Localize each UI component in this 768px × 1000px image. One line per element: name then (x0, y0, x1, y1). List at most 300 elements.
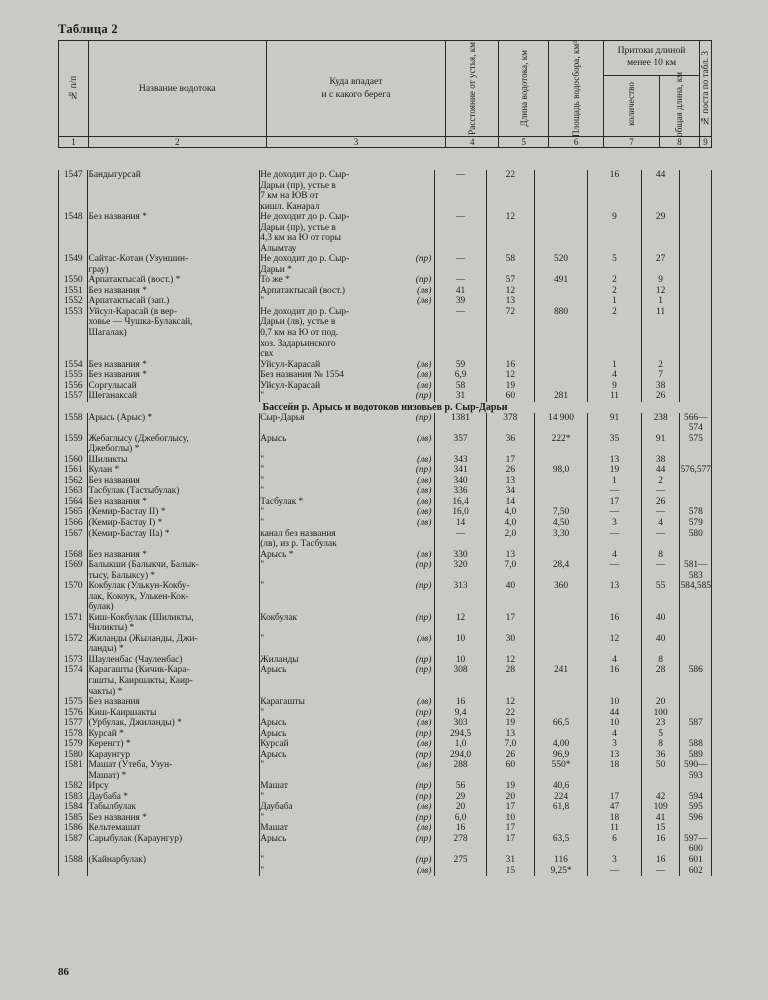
cell-number: 1561 (59, 465, 88, 476)
cell-tributary-length: 100 (641, 708, 680, 719)
cell-name: (Кемир-Бастау IIа) * (88, 529, 260, 550)
cell-number: 1550 (59, 275, 88, 286)
table-row (59, 750, 712, 761)
table-header-row (59, 41, 712, 76)
cell-tributary-count: 18 (588, 760, 642, 781)
cell-tributary-length: 27 (641, 254, 680, 275)
cell-distance: 1,0 (435, 739, 486, 750)
colnum-9: 9 (699, 137, 711, 148)
cell-number: 1551 (59, 286, 88, 297)
cell-tributary-length: 44 (641, 170, 680, 212)
cell-name: Без названия * (88, 360, 260, 371)
cell-post-number (680, 708, 712, 719)
cell-number: 1556 (59, 381, 88, 392)
cell-number (59, 866, 88, 877)
cell-name: (Кемир-Бастау I) * (88, 518, 260, 529)
cell-number: 1583 (59, 792, 88, 803)
cell-name: Без названия * (88, 497, 260, 508)
cell-tributary-count: — (588, 560, 642, 581)
cell-basin-area (534, 212, 587, 254)
cell-tributary-count: — (588, 486, 642, 497)
header-cell-length: Длина водотока, км (499, 41, 549, 137)
table-row (59, 381, 712, 392)
cell-basin-area (534, 476, 587, 487)
cell-mouth: Машат (лв) (260, 823, 435, 834)
cell-mouth: Арпатактысай (вост.) (лв) (260, 286, 435, 297)
colnum-8: 8 (659, 137, 699, 148)
cell-number: 1571 (59, 613, 88, 634)
cell-post-number: 601 (680, 855, 712, 866)
table-row (59, 296, 712, 307)
cell-number: 1575 (59, 697, 88, 708)
header-cell-number: № п/п (59, 41, 89, 137)
table-row (59, 550, 712, 561)
cell-tributary-count: — (588, 866, 642, 877)
header-cell-post-number: № поста по табл. 3 (699, 41, 711, 137)
cell-tributary-length: 44 (641, 465, 680, 476)
cell-basin-area: 61,8 (534, 802, 587, 813)
cell-number: 1563 (59, 486, 88, 497)
cell-basin-area: 281 (534, 391, 587, 402)
cell-tributary-length: — (641, 529, 680, 550)
cell-name: Киш-Кокбулак (Шиликты, Чиликты) * (88, 613, 260, 634)
cell-length: 22 (486, 708, 534, 719)
cell-post-number: 589 (680, 750, 712, 761)
cell-name: Без названия (88, 476, 260, 487)
table-row (59, 476, 712, 487)
cell-post-number (680, 455, 712, 466)
cell-basin-area: 96,9 (534, 750, 587, 761)
colnum-3: 3 (266, 137, 446, 148)
cell-number: 1580 (59, 750, 88, 761)
cell-distance: 6,0 (435, 813, 486, 824)
table-row (59, 212, 712, 254)
cell-mouth: Сыр-Дарья (пр) (260, 413, 435, 434)
cell-distance: — (435, 212, 486, 254)
cell-name: Кулан * (88, 465, 260, 476)
cell-tributary-length: — (641, 486, 680, 497)
cell-tributary-length: 15 (641, 823, 680, 834)
cell-distance: 20 (435, 802, 486, 813)
cell-mouth: Уйсул-Карасай (лв) (260, 360, 435, 371)
cell-length: 17 (486, 834, 534, 855)
cell-length: 26 (486, 750, 534, 761)
table-row (59, 434, 712, 455)
cell-post-number (680, 655, 712, 666)
cell-distance: 31 (435, 391, 486, 402)
cell-tributary-length: 1 (641, 296, 680, 307)
cell-tributary-count: 91 (588, 413, 642, 434)
cell-name: Карагашты (Кичик-Кара- гашты, Каиршакты, Каир- чакты) * (88, 665, 260, 697)
cell-distance: 16 (435, 697, 486, 708)
cell-distance: 6,9 (435, 370, 486, 381)
cell-distance: 16,4 (435, 497, 486, 508)
cell-distance: 56 (435, 781, 486, 792)
cell-name: Бандыгурсай (88, 170, 260, 212)
cell-mouth: " (лв) (260, 866, 435, 877)
cell-basin-area (534, 381, 587, 392)
cell-basin-area: 224 (534, 792, 587, 803)
cell-length: 4,0 (486, 518, 534, 529)
cell-tributary-count: 10 (588, 697, 642, 708)
cell-mouth: " (лв) (260, 486, 435, 497)
cell-mouth: Курсай (лв) (260, 739, 435, 750)
table-row (59, 855, 712, 866)
cell-distance: 303 (435, 718, 486, 729)
cell-number: 1558 (59, 413, 88, 434)
cell-tributary-length: 16 (641, 834, 680, 855)
cell-basin-area: 520 (534, 254, 587, 275)
cell-tributary-count: 1 (588, 360, 642, 371)
cell-distance: 58 (435, 381, 486, 392)
cell-mouth: " (лв) (260, 296, 435, 307)
cell-length: 12 (486, 370, 534, 381)
cell-number: 1548 (59, 212, 88, 254)
table-row (59, 518, 712, 529)
cell-basin-area (534, 370, 587, 381)
cell-name: Балыкши (Балыкчи, Балык- тысу, Балыксу) * (88, 560, 260, 581)
cell-distance: 336 (435, 486, 486, 497)
page-number: 86 (58, 966, 69, 978)
cell-name: Жиланды (Жыланды, Джи- ланды) * (88, 634, 260, 655)
cell-distance: 340 (435, 476, 486, 487)
cell-tributary-count: — (588, 507, 642, 518)
cell-post-number (680, 781, 712, 792)
cell-tributary-length: 23 (641, 718, 680, 729)
cell-distance: — (435, 275, 486, 286)
cell-number: 1577 (59, 718, 88, 729)
cell-tributary-length: 8 (641, 550, 680, 561)
cell-tributary-count: 1 (588, 476, 642, 487)
cell-number: 1585 (59, 813, 88, 824)
cell-post-number (680, 497, 712, 508)
cell-number: 1581 (59, 760, 88, 781)
cell-mouth: " (пр) (260, 465, 435, 476)
cell-tributary-count: 5 (588, 254, 642, 275)
cell-post-number: 586 (680, 665, 712, 697)
cell-name: Кельтемашат (88, 823, 260, 834)
cell-basin-area: 491 (534, 275, 587, 286)
cell-tributary-count: 13 (588, 455, 642, 466)
cell-tributary-length: 40 (641, 613, 680, 634)
cell-number: 1553 (59, 307, 88, 360)
cell-distance: 16 (435, 823, 486, 834)
cell-length: 12 (486, 212, 534, 254)
cell-number: 1567 (59, 529, 88, 550)
table-label: Таблица 2 (58, 22, 118, 36)
table-row (59, 729, 712, 740)
cell-basin-area: 4,50 (534, 518, 587, 529)
table-row (59, 581, 712, 613)
cell-mouth: " (лв) (260, 760, 435, 781)
cell-length: 12 (486, 697, 534, 708)
cell-number: 1560 (59, 455, 88, 466)
cell-distance: 9,4 (435, 708, 486, 719)
cell-basin-area: 116 (534, 855, 587, 866)
cell-tributary-count: 2 (588, 307, 642, 360)
cell-distance: 16,0 (435, 507, 486, 518)
cell-tributary-length: 238 (641, 413, 680, 434)
cell-length: 20 (486, 792, 534, 803)
cell-mouth: " (пр) (260, 708, 435, 719)
cell-tributary-count: 35 (588, 434, 642, 455)
cell-basin-area (534, 360, 587, 371)
cell-mouth: Даубаба (лв) (260, 802, 435, 813)
cell-post-number (680, 476, 712, 487)
cell-length: 12 (486, 655, 534, 666)
column-number-row (59, 137, 712, 148)
cell-mouth: Кокбулак (пр) (260, 613, 435, 634)
cell-length: 2,0 (486, 529, 534, 550)
cell-post-number (680, 381, 712, 392)
cell-tributary-length: 9 (641, 275, 680, 286)
cell-tributary-count: 1 (588, 296, 642, 307)
cell-name: Кокбулак (Улькун-Кокбу- лак, Кокоук, Улькен-Кок- булак) (88, 581, 260, 613)
table-row (59, 802, 712, 813)
cell-length: 28 (486, 665, 534, 697)
cell-number: 1552 (59, 296, 88, 307)
cell-tributary-count: 4 (588, 550, 642, 561)
cell-distance: 10 (435, 655, 486, 666)
cell-number: 1586 (59, 823, 88, 834)
cell-post-number: 602 (680, 866, 712, 877)
header-cell-name: Название водотока (88, 41, 266, 137)
cell-post-number: 566—574 (680, 413, 712, 434)
cell-tributary-count: 12 (588, 634, 642, 655)
cell-distance: 330 (435, 550, 486, 561)
cell-mouth: " (пр) (260, 855, 435, 866)
cell-number: 1578 (59, 729, 88, 740)
cell-name: Арпатактысай (зап.) (88, 296, 260, 307)
table-row (59, 866, 712, 877)
table-row (59, 665, 712, 697)
cell-distance: 14 (435, 518, 486, 529)
cell-mouth: Карагашты (лв) (260, 697, 435, 708)
cell-mouth: " (лв) (260, 634, 435, 655)
cell-distance: 278 (435, 834, 486, 855)
cell-name: Курсай * (88, 729, 260, 740)
table-row (59, 275, 712, 286)
table-row (59, 760, 712, 781)
cell-mouth: " (пр) (260, 391, 435, 402)
cell-post-number (680, 391, 712, 402)
cell-length: 13 (486, 550, 534, 561)
cell-tributary-count: 18 (588, 813, 642, 824)
cell-tributary-count: 10 (588, 718, 642, 729)
cell-length: 10 (486, 813, 534, 824)
cell-post-number: 590—593 (680, 760, 712, 781)
cell-tributary-length: 12 (641, 286, 680, 297)
cell-tributary-length: 4 (641, 518, 680, 529)
cell-tributary-count: 3 (588, 855, 642, 866)
cell-post-number (680, 170, 712, 212)
cell-distance: 288 (435, 760, 486, 781)
cell-name: Шеганаксай (88, 391, 260, 402)
cell-tributary-count: 4 (588, 729, 642, 740)
header-cell-count: количество (604, 76, 660, 137)
cell-mouth: То же * (пр) (260, 275, 435, 286)
cell-number: 1564 (59, 497, 88, 508)
cell-tributary-count: 13 (588, 581, 642, 613)
cell-name: Табылбулак (88, 802, 260, 813)
cell-post-number (680, 275, 712, 286)
cell-mouth: Без названия № 1554 (лв) (260, 370, 435, 381)
cell-mouth: " (лв) (260, 507, 435, 518)
table-row (59, 486, 712, 497)
cell-name: Без названия * (88, 370, 260, 381)
cell-tributary-length: 36 (641, 750, 680, 761)
colnum-4: 4 (446, 137, 499, 148)
cell-distance: 294,5 (435, 729, 486, 740)
cell-mouth: Жиланды (пр) (260, 655, 435, 666)
cell-post-number: 579 (680, 518, 712, 529)
cell-length: 40 (486, 581, 534, 613)
cell-number: 1562 (59, 476, 88, 487)
cell-distance: 341 (435, 465, 486, 476)
cell-distance: 275 (435, 855, 486, 866)
cell-number: 1555 (59, 370, 88, 381)
cell-name: Машат (Утеба, Узун- Машат) * (88, 760, 260, 781)
cell-tributary-length: 26 (641, 391, 680, 402)
cell-tributary-count: 4 (588, 655, 642, 666)
colnum-7: 7 (604, 137, 660, 148)
cell-length: 17 (486, 455, 534, 466)
cell-distance: 1381 (435, 413, 486, 434)
cell-tributary-length: 40 (641, 634, 680, 655)
cell-number: 1573 (59, 655, 88, 666)
cell-post-number: 587 (680, 718, 712, 729)
cell-basin-area: 9,25* (534, 866, 587, 877)
table-row (59, 497, 712, 508)
cell-tributary-count: 17 (588, 497, 642, 508)
cell-length: 4,0 (486, 507, 534, 518)
cell-length: 34 (486, 486, 534, 497)
cell-mouth: Арысь (лв) (260, 718, 435, 729)
cell-mouth: Уйсул-Карасай (лв) (260, 381, 435, 392)
cell-mouth: Арысь (пр) (260, 834, 435, 855)
cell-tributary-count: 19 (588, 465, 642, 476)
cell-tributary-count: 11 (588, 391, 642, 402)
cell-length: 13 (486, 476, 534, 487)
cell-mouth: Тасбулак * (лв) (260, 497, 435, 508)
cell-name: Жебаглысу (Джебоглысу, Джебоглы) * (88, 434, 260, 455)
cell-tributary-length: 26 (641, 497, 680, 508)
cell-name: (Кемир-Бастау II) * (88, 507, 260, 518)
cell-number: 1588 (59, 855, 88, 866)
colnum-6: 6 (549, 137, 604, 148)
cell-tributary-length: 38 (641, 381, 680, 392)
cell-post-number: 588 (680, 739, 712, 750)
table-row (59, 739, 712, 750)
cell-post-number: 576,577 (680, 465, 711, 476)
cell-tributary-length: 38 (641, 455, 680, 466)
cell-tributary-length: — (641, 507, 680, 518)
cell-basin-area (534, 823, 587, 834)
cell-tributary-count: 2 (588, 275, 642, 286)
cell-name: Шиликты (88, 455, 260, 466)
cell-distance: — (435, 254, 486, 275)
cell-number: 1566 (59, 518, 88, 529)
cell-name: Караунгур (88, 750, 260, 761)
cell-length: 16 (486, 360, 534, 371)
cell-basin-area: 14 900 (534, 413, 587, 434)
cell-distance: — (435, 170, 486, 212)
table-row (59, 708, 712, 719)
cell-mouth: Арысь (лв) (260, 434, 435, 455)
cell-tributary-length: 2 (641, 360, 680, 371)
cell-length: 22 (486, 170, 534, 212)
cell-distance: 10 (435, 634, 486, 655)
cell-basin-area: 4,00 (534, 739, 587, 750)
cell-tributary-count: 2 (588, 286, 642, 297)
cell-length: 12 (486, 286, 534, 297)
cell-tributary-count: 44 (588, 708, 642, 719)
cell-length: 31 (486, 855, 534, 866)
table-row (59, 655, 712, 666)
cell-name: Без названия * (88, 813, 260, 824)
cell-tributary-length: 16 (641, 855, 680, 866)
cell-mouth: Не доходит до р. Сыр- Дарьи (пр), устье в 4,3 км на Ю от горы Алымтау (260, 212, 435, 254)
cell-basin-area (534, 813, 587, 824)
cell-post-number: 596 (680, 813, 712, 824)
cell-mouth: " (лв) (260, 455, 435, 466)
cell-length: 30 (486, 634, 534, 655)
cell-tributary-length: 41 (641, 813, 680, 824)
cell-length: 19 (486, 718, 534, 729)
cell-number: 1569 (59, 560, 88, 581)
cell-mouth: канал без названия (лв), из р. Тасбулак (260, 529, 435, 550)
cell-tributary-count (588, 781, 642, 792)
cell-name: Тасбулак (Тастыбулак) (88, 486, 260, 497)
cell-distance: 29 (435, 792, 486, 803)
cell-name: Керенгт) * (88, 739, 260, 750)
cell-tributary-length: 2 (641, 476, 680, 487)
cell-basin-area (534, 296, 587, 307)
cell-name: Ирсу (88, 781, 260, 792)
colnum-5: 5 (499, 137, 549, 148)
cell-tributary-count: 17 (588, 792, 642, 803)
cell-length: 17 (486, 613, 534, 634)
cell-name: Уйсул-Карасай (в вер- ховье — Чушка-Булаксай, Шагалак) (88, 307, 260, 360)
header-cell-total-length: общая длина, км (659, 76, 699, 137)
cell-length: 13 (486, 296, 534, 307)
cell-number: 1582 (59, 781, 88, 792)
cell-post-number: 595 (680, 802, 712, 813)
water-courses-table (58, 40, 712, 148)
cell-tributary-count: 3 (588, 518, 642, 529)
cell-tributary-length: 109 (641, 802, 680, 813)
cell-basin-area (534, 729, 587, 740)
cell-length: 72 (486, 307, 534, 360)
cell-length: 17 (486, 823, 534, 834)
cell-basin-area (534, 655, 587, 666)
cell-tributary-count: 13 (588, 750, 642, 761)
cell-post-number: 594 (680, 792, 712, 803)
table-row (59, 455, 712, 466)
cell-number: 1576 (59, 708, 88, 719)
cell-tributary-length: 28 (641, 665, 680, 697)
cell-post-number (680, 823, 712, 834)
cell-number: 1587 (59, 834, 88, 855)
header-cell-distance: Расстояние от устья, км (446, 41, 499, 137)
table-row (59, 370, 712, 381)
cell-tributary-count: 9 (588, 381, 642, 392)
cell-tributary-count: 4 (588, 370, 642, 381)
cell-post-number (680, 296, 712, 307)
cell-number: 1549 (59, 254, 88, 275)
cell-basin-area: 28,4 (534, 560, 587, 581)
cell-basin-area: 550* (534, 760, 587, 781)
